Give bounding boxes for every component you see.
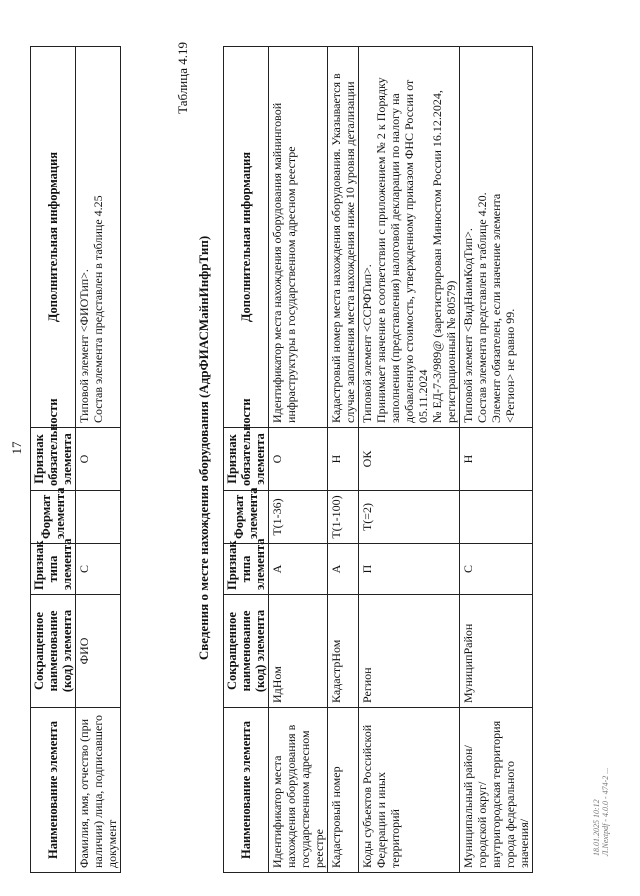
cell-short-name: ФИО [76, 595, 121, 708]
cell-name: Кадастровый номер [328, 708, 359, 873]
table-lower [223, 46, 533, 873]
cell-additional-info: Типовой элемент <ССРФТип>. Принимает значение в соответствии с приложением № 2 к Порядку заполнения (представления) налоговой декларации по налогу на добавленную стоимость, утвержденному приказом ФНС России от 05.11.2024 № ЕД-7-3/989@ (зарегистрирован Минюстом России 16.12.2024, регистрационный № 80579) [359, 47, 460, 428]
cell-short-name: МуниципРайон [460, 595, 533, 708]
cell-short-name: КадастрНом [328, 595, 359, 708]
header-required-flag: Признак обязательности элемента [31, 428, 76, 491]
table-row [76, 47, 121, 873]
cell-format [460, 491, 533, 544]
header-short-name: Сокращенное наименование (код) элемента [224, 595, 269, 708]
cell-format: T(1-36) [269, 491, 328, 544]
header-short-name: Сокращенное наименование (код) элемента [31, 595, 76, 708]
cell-additional-info: Кадастровый номер места нахождения оборудования. Указывается в случае заполнения места нахождения ниже 10 уровня детализации [328, 47, 359, 428]
cell-type-flag: А [328, 544, 359, 595]
header-type-flag: Признак типа элемента [224, 544, 269, 595]
cell-format: T(=2) [359, 491, 460, 544]
cell-name: Муниципальный район/ городской округ/ внутригородская территория города федерального значения/ [460, 708, 533, 873]
cell-type-flag: С [460, 544, 533, 595]
header-additional-info: Дополнительная информация [224, 47, 269, 428]
cell-additional-info: Типовой элемент <ВидНаимКодТип>. Состав элемента представлен в таблице 4.20. Элемент обязателен, если значение элемента <Регион> не равно 99. [460, 47, 533, 428]
cell-required-flag: О [76, 428, 121, 491]
cell-format [76, 491, 121, 544]
cell-required-flag: Н [328, 428, 359, 491]
cell-name: Фамилия, имя, отчество (при наличии) лица, подписавшего документ [76, 708, 121, 873]
cell-short-name: Регион [359, 595, 460, 708]
table-row [460, 47, 533, 873]
cell-name: Коды субъектов Российской Федерации и иных территорий [359, 708, 460, 873]
cell-type-flag: С [76, 544, 121, 595]
header-required-flag: Признак обязательности элемента [224, 428, 269, 491]
cell-additional-info: Идентификатор места нахождения оборудования майнинговой инфраструктуры в государственном адресном реестре [269, 47, 328, 428]
table-label: Таблица 4.19 [175, 42, 190, 114]
table-header-row [31, 47, 76, 873]
page-number: 17 [9, 441, 24, 455]
cell-format: T(1-100) [328, 491, 359, 544]
table-title: Сведения о месте нахождения оборудования (АдрФИАСМайнИнфрТип) [196, 235, 211, 661]
cell-required-flag: ОК [359, 428, 460, 491]
table-row [359, 47, 460, 873]
header-name: Наименование элемента [224, 708, 269, 873]
header-name: Наименование элемента [31, 708, 76, 873]
cell-required-flag: Н [460, 428, 533, 491]
registration-stamp: 18.01.2025 10:12 Л.Nextpdf - 4.0.0 - 474-2 ... [592, 767, 610, 856]
header-format: Формат элемента [224, 491, 269, 544]
header-type-flag: Признак типа элемента [31, 544, 76, 595]
cell-name: Идентификатор места нахождения оборудования в государственном адресном реестре [269, 708, 328, 873]
cell-required-flag: О [269, 428, 328, 491]
table-row [269, 47, 328, 873]
cell-additional-info: Типовой элемент <ФИОТип>. Состав элемента представлен в таблице 4.25 [76, 47, 121, 428]
table-header-row [224, 47, 269, 873]
table-upper [30, 46, 121, 873]
cell-short-name: ИдНом [269, 595, 328, 708]
table-row [328, 47, 359, 873]
cell-type-flag: А [269, 544, 328, 595]
header-additional-info: Дополнительная информация [31, 47, 76, 428]
cell-type-flag: П [359, 544, 460, 595]
header-format: Формат элемента [31, 491, 76, 544]
